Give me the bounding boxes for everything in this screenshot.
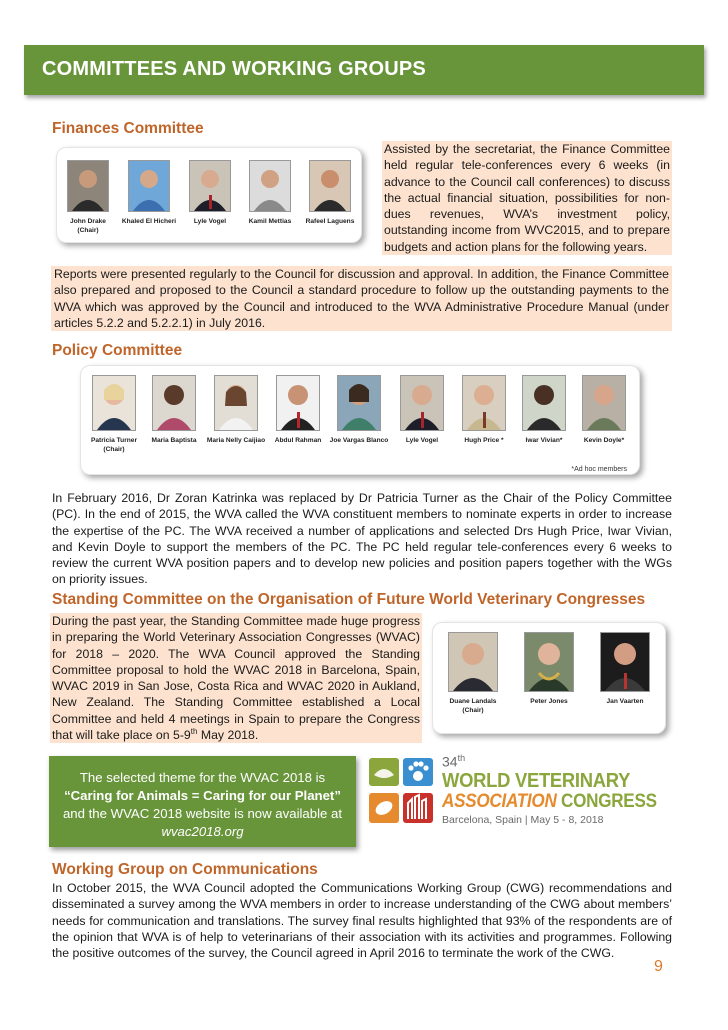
member-kevin-doyle	[575, 375, 633, 445]
standing-body-end: May 2018.	[197, 728, 259, 743]
finance-side-text: Assisted by the secretariat, the Finance Committee held regular tele-conferences every 6 weeks (in advance to the Council call conferences) to discuss the actual financial situation, possibilities for non-dues revenues, WVA’s investment policy, outstanding income from WVC2015, and to prepare budgets and action plans for the following years.	[384, 142, 670, 254]
theme-line-1: The selected theme for the WVAC 2018 is	[79, 770, 326, 785]
congress-line-2	[442, 791, 657, 813]
member-role: (Chair)	[462, 707, 484, 714]
portrait-photo	[524, 632, 574, 692]
congress-number-value: 34	[442, 753, 458, 770]
portrait-photo	[67, 160, 109, 212]
member-rafeel-laguens	[301, 160, 359, 226]
member-name: Peter Jones	[530, 698, 568, 705]
theme-quote: “Caring for Animals = Caring for our Planet”	[64, 788, 341, 803]
policy-body-text: In February 2016, Dr Zoran Katrinka was replaced by Dr Patricia Turner as the Chair of the Policy Committee (PC). In the end of 2015, the WVA called the WVA constituent members to nominate experts in order to increase the expertise of the PC. The WVA received a number of applications and selected Drs Hugh Price, Iwar Vivian, and Kevin Doyle to support the members of the PC. The PC held regular tele-conferences every 6 weeks to review the current WVA position papers and to develop new policies and position papers together with the WGs on priority issues.	[52, 491, 672, 587]
standing-body-main: During the past year, the Standing Committee made huge progress in preparing the World Veterinary Association Congresses (WVAC) for 2018 – 2020. The WVA Council approved the Standing Committee proposal to hold the WVAC 2018 in Barcelona, Spain, WVAC 2019 in San Jose, Costa Rica and WVAC 2020 in Aukland, New Zealand. The Standing Committee established a Local Committee and held 4 meetings in Spain to prepare the Congress that will take place on 5-9	[52, 614, 420, 743]
page-title: COMMITTEES AND WORKING GROUPS	[42, 58, 426, 80]
congress-line-3: Barcelona, Spain | May 5 - 8, 2018	[442, 814, 604, 826]
member-lyle-vogel	[393, 375, 451, 445]
member-role: (Chair)	[77, 227, 99, 234]
portrait-photo	[337, 375, 381, 431]
wvac-theme-box	[49, 756, 356, 847]
congress-number-sup: th	[457, 753, 466, 763]
congress-emblem-icon	[366, 755, 436, 827]
member-name: Iwar Vivian*	[525, 437, 563, 444]
member-name: Khaled El Hicheri	[121, 218, 177, 225]
theme-line-3: and the WVAC 2018 website is now available at	[62, 806, 343, 821]
portrait-photo	[309, 160, 351, 212]
policy-members-card	[80, 365, 640, 475]
member-maria-nelly-caijiao	[203, 375, 269, 445]
member-name: Joe Vargas Blanco	[329, 437, 389, 444]
ad-hoc-note: *Ad hoc members	[571, 466, 627, 473]
portrait-photo	[92, 375, 136, 431]
member-name: Kevin Doyle*	[583, 437, 625, 444]
member-name: Maria Baptista	[151, 437, 197, 444]
member-john-drake	[59, 160, 117, 235]
portrait-photo	[152, 375, 196, 431]
portrait-photo	[214, 375, 258, 431]
member-maria-baptista	[145, 375, 203, 445]
portrait-photo	[462, 375, 506, 431]
portrait-photo	[522, 375, 566, 431]
portrait-photo	[400, 375, 444, 431]
portrait-photo	[189, 160, 231, 212]
member-name: Lyle Vogel	[193, 218, 227, 225]
member-khaled-el-hicheri	[119, 160, 179, 226]
standing-body-sup: th	[190, 726, 198, 736]
member-name: Patricia Turner	[90, 437, 138, 444]
member-duane-landals	[439, 632, 507, 715]
member-hugh-price	[455, 375, 513, 445]
standing-members-card	[432, 622, 666, 734]
member-name: John Drake	[70, 218, 106, 225]
congress-line-1: WORLD VETERINARY	[442, 770, 631, 792]
member-name: Jan Vaarten	[606, 698, 644, 705]
member-peter-jones	[515, 632, 583, 706]
member-role: (Chair)	[103, 446, 125, 453]
member-joe-vargas-blanco	[327, 375, 391, 445]
congress-number	[442, 753, 465, 770]
standing-heading: Standing Committee on the Organisation of Future World Veterinary Congresses	[52, 591, 646, 608]
wvac-website-link[interactable]: wvac2018.org	[161, 824, 244, 839]
portrait-photo	[448, 632, 498, 692]
standing-body-text	[50, 613, 422, 743]
member-name: Lyle Vogel	[405, 437, 439, 444]
section-banner	[24, 45, 704, 95]
portrait-photo	[276, 375, 320, 431]
member-name: Hugh Price *	[464, 437, 504, 444]
finance-members-card	[56, 147, 362, 243]
page-number: 9	[654, 958, 663, 975]
finance-heading: Finances Committee	[52, 120, 204, 137]
member-name: Abdul Rahman	[274, 437, 322, 444]
member-kamil-mettias	[241, 160, 299, 226]
communications-heading: Working Group on Communications	[52, 861, 318, 878]
member-jan-vaarten	[591, 632, 659, 706]
portrait-photo	[582, 375, 626, 431]
portrait-photo	[128, 160, 170, 212]
member-name: Duane Landals	[449, 698, 497, 705]
policy-heading: Policy Committee	[52, 342, 183, 359]
congress-line-2b: CONGRESS	[561, 791, 657, 812]
finance-body-text: Reports were presented regularly to the Council for discussion and approval. In addition, the Finance Committee also prepared and proposed to the Council a standard procedure to follow up the outstanding payments to the WVA which was approved by the Council and introduced to the WVA Administrative Procedure Manual (under articles 5.2.2 and 5.2.2.1) in July 2016.	[51, 266, 672, 331]
member-iwar-vivian	[515, 375, 573, 445]
communications-body-text: In October 2015, the WVA Council adopted the Communications Working Group (CWG) recommendations and disseminated a survey among the WVA members in order to increase understanding of the CWG about members’ needs for communication and translations. The survey final results highlighted that 93% of the respondents are of the opinion that WVA is of help to veterinarians of their association with its activities and programmes. Following the positive outcomes of the survey, the Council agreed in April 2016 to terminate the work of the CWG.	[52, 881, 672, 961]
member-patricia-turner	[85, 375, 143, 454]
congress-line-2a: ASSOCIATION	[442, 791, 557, 812]
member-name: Rafeel Laguens	[305, 218, 355, 225]
portrait-photo	[600, 632, 650, 692]
member-name: Kamil Mettias	[248, 218, 292, 225]
wvac-2018-logo	[366, 755, 666, 827]
portrait-photo	[249, 160, 291, 212]
member-lyle-vogel	[181, 160, 239, 226]
member-abdul-rahman	[269, 375, 327, 445]
member-name: Maria Nelly Caijiao	[206, 437, 266, 444]
